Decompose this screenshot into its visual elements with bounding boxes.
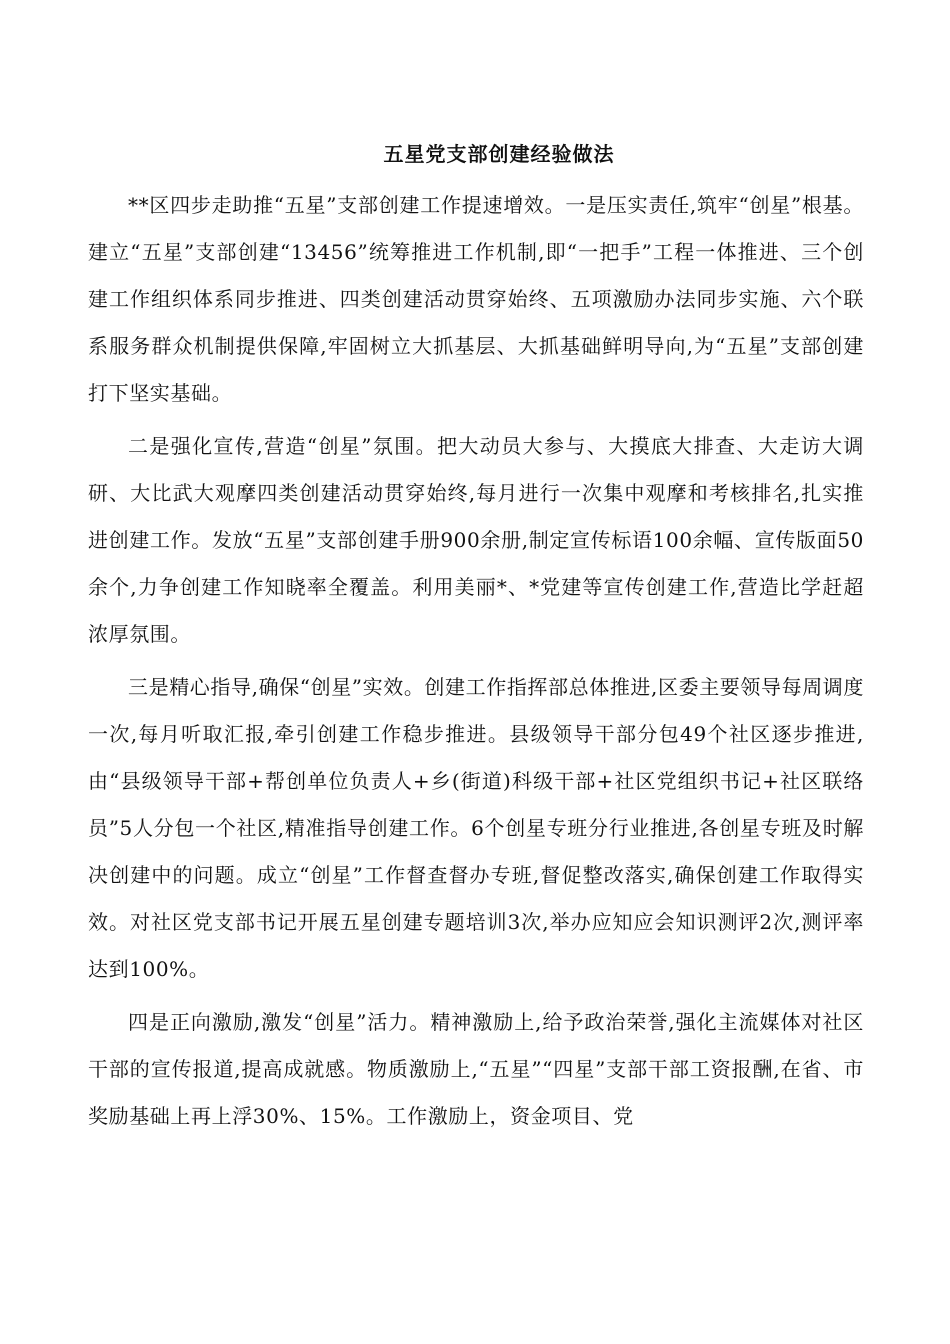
paragraph-3: 三是精心指导,确保“创星”实效。创建工作指挥部总体推进,区委主要领导每周调度一次,每月听取汇报,牵引创建工作稳步推进。县级领导干部分包49个社区逐步推进,由“县级领导干部+帮创单位负责人+乡(街道)科级干部+社区党组织书记+社区联络员”5人分包一个社区,精准指导创建工作。6个创星专班分行业推进,各创星专班及时解决创建中的问题。成立“创星”工作督查督办专班,督促整改落实,确保创建工作取得实效。对社区党支部书记开展五星创建专题培训3次,举办应知应会知识测评2次,测评率达到100%。 <box>88 675 864 981</box>
paragraph-2: 二是强化宣传,营造“创星”氛围。把大动员大参与、大摸底大排查、大走访大调研、大比武大观摩四类创建活动贯穿始终,每月进行一次集中观摩和考核排名,扎实推进创建工作。发放“五星”支部创建手册900余册,制定宣传标语100余幅、宣传版面50余个,力争创建工作知晓率全覆盖。利用美丽*、*党建等宣传创建工作,营造比学赶超浓厚氛围。 <box>88 434 864 646</box>
paragraph-1: **区四步走助推“五星”支部创建工作提速增效。一是压实责任,筑牢“创星”根基。建立“五星”支部创建“13456”统筹推进工作机制,即“一把手”工程一体推进、三个创建工作组织体系同步推进、四类创建活动贯穿始终、五项激励办法同步实施、六个联系服务群众机制提供保障,牢固树立大抓基层、大抓基础鲜明导向,为“五星”支部创建打下坚实基础。 <box>88 193 864 405</box>
document-body <box>88 182 864 1146</box>
document-title: 五星党支部创建经验做法 <box>383 142 615 166</box>
paragraph-4: 四是正向激励,激发“创星”活力。精神激励上,给予政治荣誉,强化主流媒体对社区干部的宣传报道,提高成就感。物质激励上,“五星”“四星”支部干部工资报酬,在省、市奖励基础上再上浮30%、15%。工作激励上，资金项目、党 <box>88 1010 864 1128</box>
